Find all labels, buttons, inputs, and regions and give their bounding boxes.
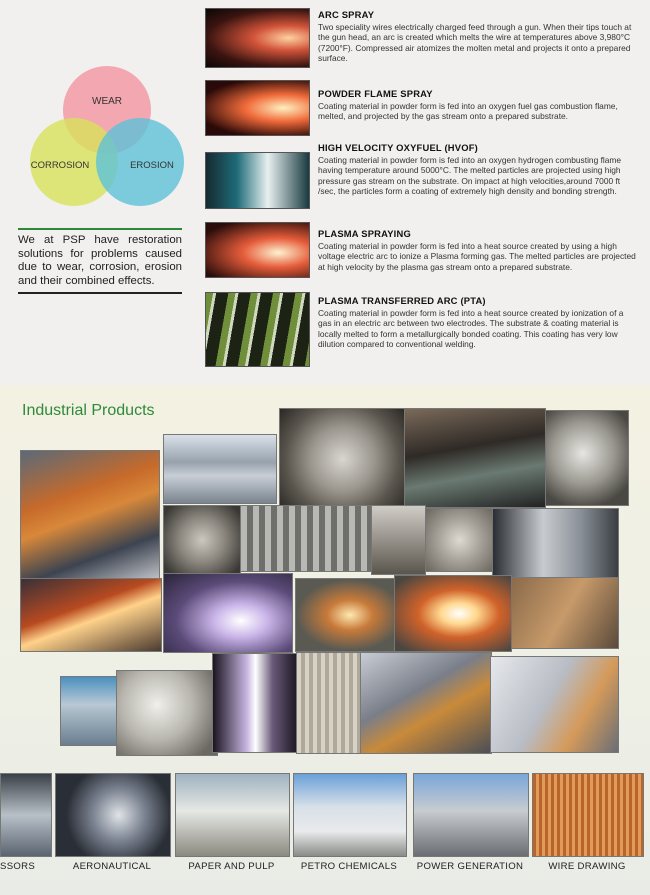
pta-text: Coating material in powder form is fed into a heat source created by ionization of a gas in an electric arc between two electrodes. The substrate & coating material is locally melted to form a metallurgically bonded coating. This coating has very low dilution compared to conventional welding. — [318, 308, 624, 349]
powder-flame-title: POWDER FLAME SPRAY — [318, 88, 433, 99]
plasma-spraying-title: PLASMA SPRAYING — [318, 228, 411, 239]
robot-spray-photo — [360, 652, 492, 754]
caption-paper-pulp: PAPER AND PULP — [188, 861, 275, 872]
caption-aeronautical: AERONAUTICAL — [72, 861, 152, 872]
venn-diagram — [22, 62, 192, 207]
shaft-photo — [404, 408, 546, 508]
pta-title: PLASMA TRANSFERRED ARC (PTA) — [318, 295, 486, 306]
paper-pulp-photo — [175, 773, 290, 857]
robot-arm-photo — [20, 450, 160, 580]
plate-photo — [511, 577, 619, 649]
aeronautical-photo — [55, 773, 171, 857]
wheel-photo — [279, 408, 406, 510]
tagline — [18, 228, 182, 294]
arc-spray-title: ARC SPRAY — [318, 9, 375, 20]
hvof-text: Coating material in powder form is fed into an oxygen hydrogen combusting flame having temperature around 5000°C. The melted particles are projected using high pressure gas stream on the substrate. On impact at high velocities,around 7000 ft /sec, the particles form a coating of extremely high density and bonding strength. — [318, 155, 622, 196]
venn-svg — [22, 62, 192, 207]
arc-spray-image — [205, 8, 310, 68]
erosion-label: EROSION — [130, 160, 174, 171]
caption-power-generation: POWER GENERATION — [416, 861, 524, 872]
hot-spray-photo — [394, 575, 512, 652]
component-photo — [371, 505, 426, 575]
sphere-photo — [116, 670, 218, 756]
industrial-title: Industrial Products — [22, 402, 155, 419]
plasma-glow-photo — [212, 653, 299, 753]
tagline-text: We at PSP have restoration solutions for problems caused due to wear, corrosion, erosion and their combined effects. — [18, 234, 182, 287]
tagline-bottom-rule — [18, 292, 182, 294]
plasma-gun-photo — [163, 573, 293, 653]
coating-photo — [490, 656, 619, 753]
welding-photo — [20, 578, 162, 652]
petro-chemicals-photo — [293, 773, 407, 857]
pta-image — [205, 292, 310, 367]
caption-petro-chemicals: PETRO CHEMICALS — [300, 861, 398, 872]
corrosion-label: CORROSION — [30, 160, 90, 171]
arc-spray-text: Two speciality wires electrically charged feed through a gun. When their tips touch at the gun head, an arc is created which melts the wire at temperatures above 3,980°C (7200°F). Compressed air atomizes the molten metal and projects it onto a prepared surface. — [318, 22, 632, 63]
rollers-photo — [163, 434, 277, 504]
hvof-title: HIGH VELOCITY OXYFUEL (HVOF) — [318, 142, 478, 153]
compressors-photo — [0, 773, 52, 857]
powder-flame-spray-image — [205, 80, 310, 136]
powder-flame-text: Coating material in powder form is fed into an oxygen fuel gas combustion flame, melted, and projected by the gas stream onto a prepared substrate. — [318, 101, 618, 122]
caption-compressors: SSORS — [0, 861, 36, 872]
screw-photo — [240, 505, 372, 572]
hvof-image — [205, 152, 310, 209]
plasma-spraying-text: Coating material in powder form is fed into a heat source created by using a high voltage electric arc to ionize a Plasma forming gas. The melted particles are projected at high velocity by the plasma gas stream onto a prepared substrate. — [318, 241, 636, 272]
cylinder-photo — [296, 652, 366, 754]
wire-drawing-photo — [532, 773, 644, 857]
impeller-photo — [163, 505, 241, 575]
ball-valve-photo — [545, 410, 629, 506]
caption-wire-drawing: WIRE DRAWING — [548, 861, 626, 872]
tagline-top-rule — [18, 228, 182, 230]
wear-label: WEAR — [92, 96, 122, 107]
housing-photo — [425, 508, 494, 572]
flame-spray-photo — [295, 578, 395, 652]
plasma-spraying-image — [205, 222, 310, 278]
spray-shaft-photo — [492, 508, 619, 578]
power-generation-photo — [413, 773, 529, 857]
